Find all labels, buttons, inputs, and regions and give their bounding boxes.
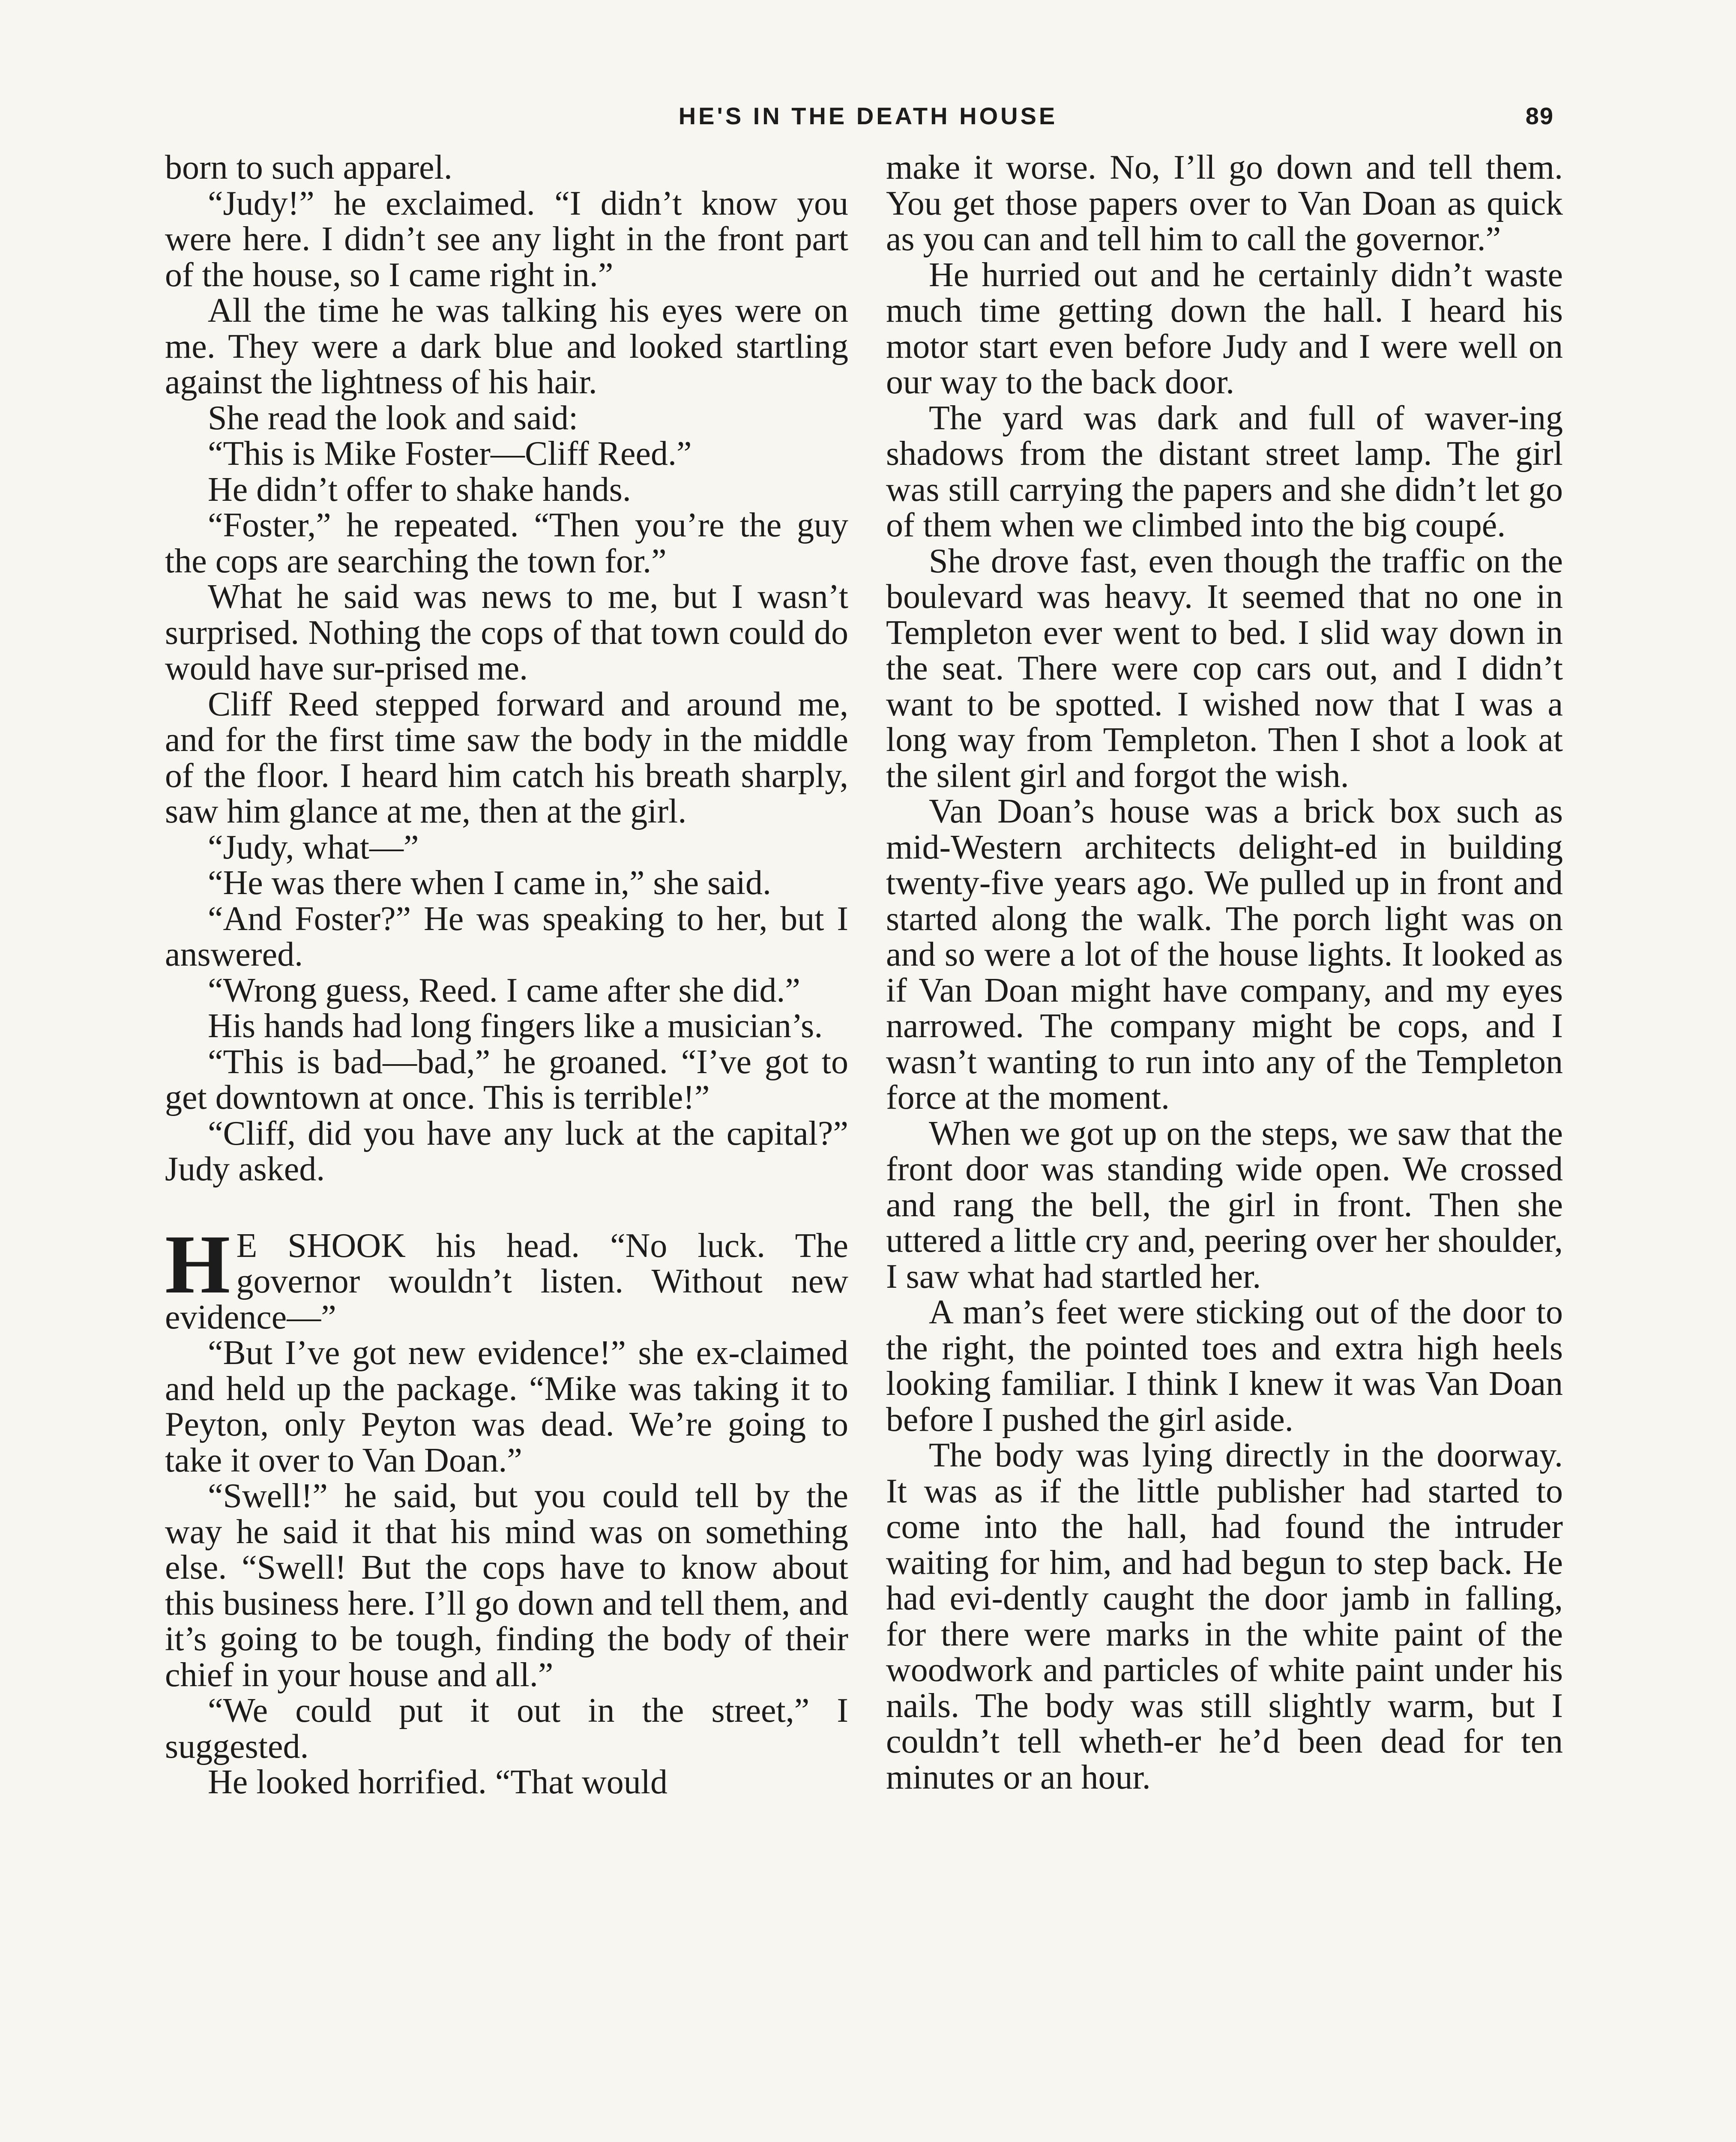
paragraph: The yard was dark and full of waver-ing shadows from the distant street lamp. The girl was still carrying the papers and she didn’t let go of them when we climbed into the big coupé.	[886, 399, 1563, 544]
drop-cap-initial: H	[165, 1218, 230, 1311]
right-column	[886, 150, 1563, 1795]
dropcap-paragraph	[165, 1218, 848, 1336]
dropcap-paragraph-text: E SHOOK his head. “No luck. The governor wouldn’t listen. Without new evidence—”	[165, 1227, 848, 1336]
paragraph: Van Doan’s house was a brick box such as mid-Western architects delight-ed in building twenty-five years ago. We pulled up in front and started along the walk. The porch light was on and so were a lot of the house lights. It looked as if Van Doan might have company, and my eyes narrowed. The company might be cops, and I wasn’t wanting to run into any of the Templeton force at the moment.	[886, 793, 1563, 1116]
paragraph: “Foster,” he repeated. “Then you’re the guy the cops are searching the town for.”	[165, 506, 848, 580]
paragraph: The body was lying directly in the doorway. It was as if the little publisher had started to come into the hall, had found the intruder waiting for him, and had begun to step back. He had evi-dently caught the door jamb in falling, for there were marks in the white paint of the woodwork and particles of white paint under his nails. The body was still slightly warm, but I couldn’t tell wheth-er he’d been dead for ten minutes or an hour.	[886, 1436, 1563, 1796]
paragraph: “Swell!” he said, but you could tell by the way he said it that his mind was on something else. “Swell! But the cops have to know about this business here. I’ll go down and tell them, and it’s going to be tough, finding the body of their chief in your house and all.”	[165, 1477, 848, 1694]
paragraph: “This is Mike Foster—Cliff Reed.”	[208, 435, 692, 473]
paragraph: “Judy!” he exclaimed. “I didn’t know you were here. I didn’t see any light in the front part of the house, so I came right in.”	[165, 184, 848, 294]
paragraph: “But I’ve got new evidence!” she ex-claimed and held up the package. “Mike was taking it to Peyton, only Peyton was dead. We’re going to take it over to Van Doan.”	[165, 1334, 848, 1479]
paragraph: “Cliff, did you have any luck at the capital?” Judy asked.	[165, 1114, 848, 1188]
paragraph: “This is bad—bad,” he groaned. “I’ve got to get downtown at once. This is terrible!”	[165, 1043, 848, 1116]
paragraph: She read the look and said:	[208, 399, 578, 437]
paragraph: “Wrong guess, Reed. I came after she did.”	[208, 971, 800, 1009]
left-column	[165, 150, 848, 1801]
running-header	[0, 102, 1736, 149]
paragraph: A man’s feet were sticking out of the door to the right, the pointed toes and extra high heels looking familiar. I think I knew it was Van Doan before I pushed the girl aside.	[886, 1293, 1563, 1439]
paragraph: “And Foster?” He was speaking to her, but I answered.	[165, 900, 848, 973]
paragraph: All the time he was talking his eyes were on me. They were a dark blue and looked startling against the lightness of his hair.	[165, 292, 848, 401]
running-title: HE'S IN THE DEATH HOUSE	[678, 102, 1058, 129]
paragraph: born to such apparel.	[165, 149, 452, 186]
paragraph: “He was there when I came in,” she said.	[208, 864, 771, 902]
paragraph: She drove fast, even though the traffic on the boulevard was heavy. It seemed that no one in Templeton ever went to bed. I slid way down in the seat. There were cop cars out, and I didn’t want to be spotted. I wished now that I was a long way from Templeton. Then I shot a look at the silent girl and forgot the wish.	[886, 542, 1563, 795]
paragraph: “Judy, what—”	[208, 828, 419, 866]
page-number: 89	[1525, 102, 1554, 129]
paragraph: What he said was news to me, but I wasn’t surprised. Nothing the cops of that town could do would have sur-prised me.	[165, 578, 848, 687]
paragraph: He looked horrified. “That would	[208, 1763, 668, 1801]
paragraph: When we got up on the steps, we saw that the front door was standing wide open. We crossed and rang the bell, the girl in front. Then she uttered a little cry and, peering over her shoulder, I saw what had startled her.	[886, 1114, 1563, 1295]
paragraph: Cliff Reed stepped forward and around me, and for the first time saw the body in the middle of the floor. I heard him catch his breath sharply, saw him glance at me, then at the girl.	[165, 685, 848, 830]
paragraph: “We could put it out in the street,” I suggested.	[165, 1692, 848, 1765]
paragraph: He didn’t offer to shake hands.	[208, 470, 631, 509]
paragraph: He hurried out and he certainly didn’t waste much time getting down the hall. I heard his motor start even before Judy and I were well on our way to the back door.	[886, 256, 1563, 401]
paragraph: His hands had long fingers like a musician’s.	[208, 1007, 823, 1045]
paragraph: make it worse. No, I’ll go down and tell them. You get those papers over to Van Doan as quick as you can and tell him to call the governor.”	[886, 149, 1563, 258]
